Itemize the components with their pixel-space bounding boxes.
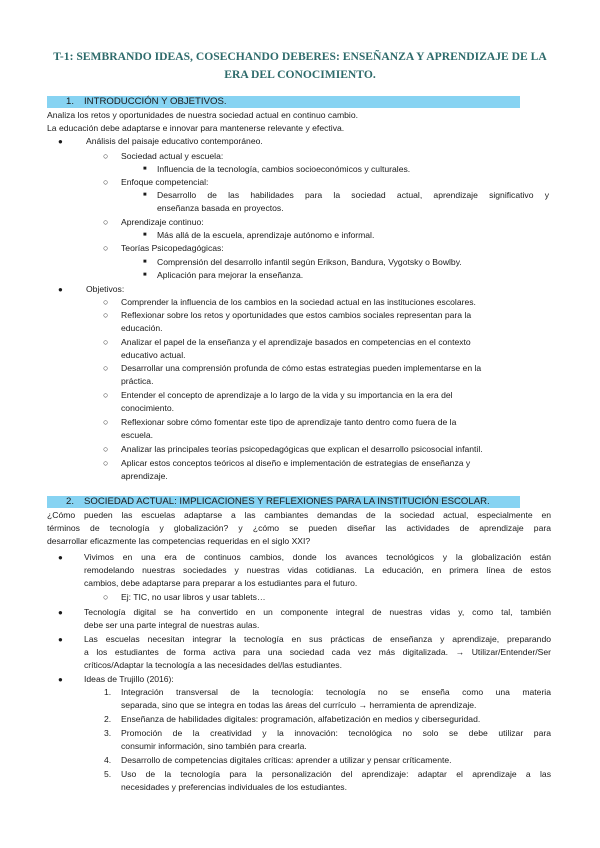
paragraph-3-line-1: Las escuelas necesitan integrar la tecnología en sus prácticas de enseñanza y aprendizaje, preparando [84, 634, 551, 644]
topic-1-detail: Influencia de la tecnología, cambios socioeconómicos y culturales. [157, 164, 411, 174]
bullet-square: ■ [143, 166, 147, 172]
paragraph-1 [84, 551, 551, 590]
bullet-disc: ● [58, 553, 63, 562]
section-1-title: INTRODUCCIÓN Y OBJETIVOS. [84, 96, 227, 107]
topic-4-detail-2: Aplicación para mejorar la enseñanza. [157, 270, 304, 280]
paragraph-2 [84, 606, 551, 632]
bullet-disc: ● [58, 608, 63, 617]
section-2-number: 2. [66, 496, 75, 507]
paragraph-1-line-2: remodelando nuestras sociedades y nuestras vidas cotidianas. La educación, en primera línea de estos [84, 565, 551, 575]
bullet-circle: ○ [103, 310, 109, 320]
trujillo-item-5-line-1: Uso de la tecnología para la personalización del aprendizaje: adaptar el aprendizaje a las [121, 769, 551, 779]
objective-2-line-2: educación. [121, 323, 163, 333]
question-line-3: desarrollar eficazmente las competencias requeridas en el siglo XXI? [47, 536, 311, 546]
bullet-circle: ○ [103, 297, 109, 307]
trujillo-label: Ideas de Trujillo (2016): [84, 674, 174, 684]
paragraph-2-line-1: Tecnología digital se ha convertido en un componente integral de nuestras vidas y, como tal, también [84, 607, 551, 617]
bullet-circle: ○ [103, 458, 109, 468]
section-1-number: 1. [66, 96, 75, 107]
objective-5-line-1: Entender el concepto de aprendizaje a lo largo de la vida y su importancia en la era del [121, 390, 453, 400]
bullet-circle: ○ [103, 151, 109, 161]
topic-3-detail: Más allá de la escuela, aprendizaje autónomo e informal. [157, 230, 375, 240]
bullet-circle: ○ [103, 592, 109, 602]
intro-line-2: La educación debe adaptarse e innovar para mantenerse relevante y efectiva. [47, 123, 345, 133]
example-text: Ej: TIC, no usar libros y usar tablets… [121, 592, 266, 602]
item-number: 3. [104, 728, 112, 738]
bullet-circle: ○ [103, 243, 109, 253]
objective-6-line-2: escuela. [121, 430, 154, 440]
paragraph-3-line-3: críticos/Adaptar la tecnología a las necesidades del/las estudiantes. [84, 660, 342, 670]
objective-5-line-2: conocimiento. [121, 403, 175, 413]
bullet-disc: ● [58, 285, 63, 294]
topic-2-detail-line-1: Desarrollo de las habilidades para la sociedad actual, aprendizaje significativo y [157, 190, 549, 200]
section-1-heading [47, 96, 520, 108]
bullet-square: ■ [143, 259, 147, 265]
item-number: 2. [104, 714, 112, 724]
trujillo-item-5 [121, 768, 551, 794]
item-number: 4. [104, 755, 112, 765]
bullet-square: ■ [143, 232, 147, 238]
panorama-text: Análisis del paisaje educativo contemporáneo. [86, 136, 263, 146]
paragraph-3 [84, 633, 551, 672]
trujillo-item-3-line-1: Promoción de la creatividad y la innovación: tecnológica no solo se debe utilizar para [121, 728, 551, 738]
trujillo-item-1 [121, 686, 551, 712]
topic-4: Teorías Psicopedagógicas: [121, 243, 224, 253]
topic-1: Sociedad actual y escuela: [121, 151, 224, 161]
objective-3-line-1: Analizar el papel de la enseñanza y el aprendizaje basados en competencias en el contexto [121, 337, 471, 347]
item-number: 5. [104, 769, 112, 779]
item-number: 1. [104, 687, 112, 697]
bullet-circle: ○ [103, 217, 109, 227]
bullet-circle: ○ [103, 390, 109, 400]
topic-2: Enfoque competencial: [121, 177, 209, 187]
topic-2-detail [157, 189, 549, 215]
bullet-disc: ● [58, 137, 63, 146]
objective-8-line-2: aprendizaje. [121, 471, 168, 481]
question-line-1: ¿Cómo pueden las escuelas adaptarse a las cambiantes demandas de la sociedad actual, especialmente en [47, 510, 551, 520]
guiding-question [47, 509, 551, 548]
bullet-disc: ● [58, 675, 63, 684]
bullet-disc: ● [58, 635, 63, 644]
paragraph-1-line-1: Vivimos en una era de continuos cambios, donde los avances tecnológicos y la globalización están [84, 552, 551, 562]
title-line-1: T-1: SEMBRANDO IDEAS, COSECHANDO DEBERES: ENSEÑANZA Y APRENDIZAJE DE LA [53, 50, 547, 63]
trujillo-item-3 [121, 727, 551, 753]
objective-4-line-2: práctica. [121, 376, 154, 386]
bullet-circle: ○ [103, 337, 109, 347]
question-line-2: términos de tecnología y globalización? y ¿cómo se pueden diseñar las actividades de aprendizaje para [47, 523, 551, 533]
bullet-square: ■ [143, 272, 147, 278]
topic-3: Aprendizaje continuo: [121, 217, 204, 227]
section-2-title: SOCIEDAD ACTUAL: IMPLICACIONES Y REFLEXIONES PARA LA INSTITUCIÓN ESCOLAR. [84, 496, 490, 507]
objective-8-line-1: Aplicar estos conceptos teóricos al diseño e implementación de estrategias de enseñanza y [121, 458, 471, 468]
topic-4-detail-1: Comprensión del desarrollo infantil según Erikson, Bandura, Vygotsky o Bowlby. [157, 257, 462, 267]
trujillo-item-5-line-2: necesidades y preferencias individuales de los estudiantes. [121, 782, 347, 792]
paragraph-1-line-3: cambios, debe adaptarse para preparar a los estudiantes para el futuro. [84, 578, 358, 588]
section-2-heading [47, 496, 520, 508]
trujillo-item-1-line-1: Integración transversal de la tecnología: tecnología no se enseña como una materia [121, 687, 551, 697]
title-line-2: ERA DEL CONOCIMIENTO. [224, 68, 376, 81]
bullet-circle: ○ [103, 417, 109, 427]
bullet-circle: ○ [103, 444, 109, 454]
page-title [40, 48, 560, 84]
trujillo-item-4: Desarrollo de competencias digitales críticas: aprender a utilizar y pensar críticamente. [121, 755, 452, 765]
objective-6-line-1: Reflexionar sobre cómo fomentar este tipo de aprendizaje tanto dentro como fuera de la [121, 417, 457, 427]
objective-4-line-1: Desarrollar una comprensión profunda de cómo estas estrategias pueden implementarse en la [121, 363, 482, 373]
objective-1: Comprender la influencia de los cambios en la sociedad actual en las instituciones escolares. [121, 297, 476, 307]
trujillo-item-3-line-2: consumir información, sino también para crearla. [121, 741, 307, 751]
objective-7: Analizar las principales teorías psicopedagógicas que explican el desarrollo psicosocial infantil. [121, 444, 483, 454]
bullet-circle: ○ [103, 177, 109, 187]
objective-2-line-1: Reflexionar sobre los retos y oportunidades que estos cambios sociales representan para la [121, 310, 472, 320]
paragraph-3-line-2: a los estudiantes de forma activa para una sociedad cada vez más digitalizada. → Utilizar/Entender/Ser [84, 647, 551, 657]
trujillo-item-2: Enseñanza de habilidades digitales: programación, alfabetización en medios y ciberseguridad. [121, 714, 481, 724]
topic-2-detail-line-2: enseñanza basada en proyectos. [157, 203, 284, 213]
trujillo-item-1-line-2: separada, sino que se integra en todas las áreas del currículo → herramienta de aprendizaje. [121, 700, 477, 710]
bullet-circle: ○ [103, 363, 109, 373]
objectives-label: Objetivos: [86, 284, 125, 294]
bullet-square: ■ [143, 192, 147, 198]
intro-line-1: Analiza los retos y oportunidades de nuestra sociedad actual en continuo cambio. [47, 110, 359, 120]
paragraph-2-line-2: debe ser una parte integral de nuestras aulas. [84, 620, 260, 630]
objective-3-line-2: educativo actual. [121, 350, 186, 360]
